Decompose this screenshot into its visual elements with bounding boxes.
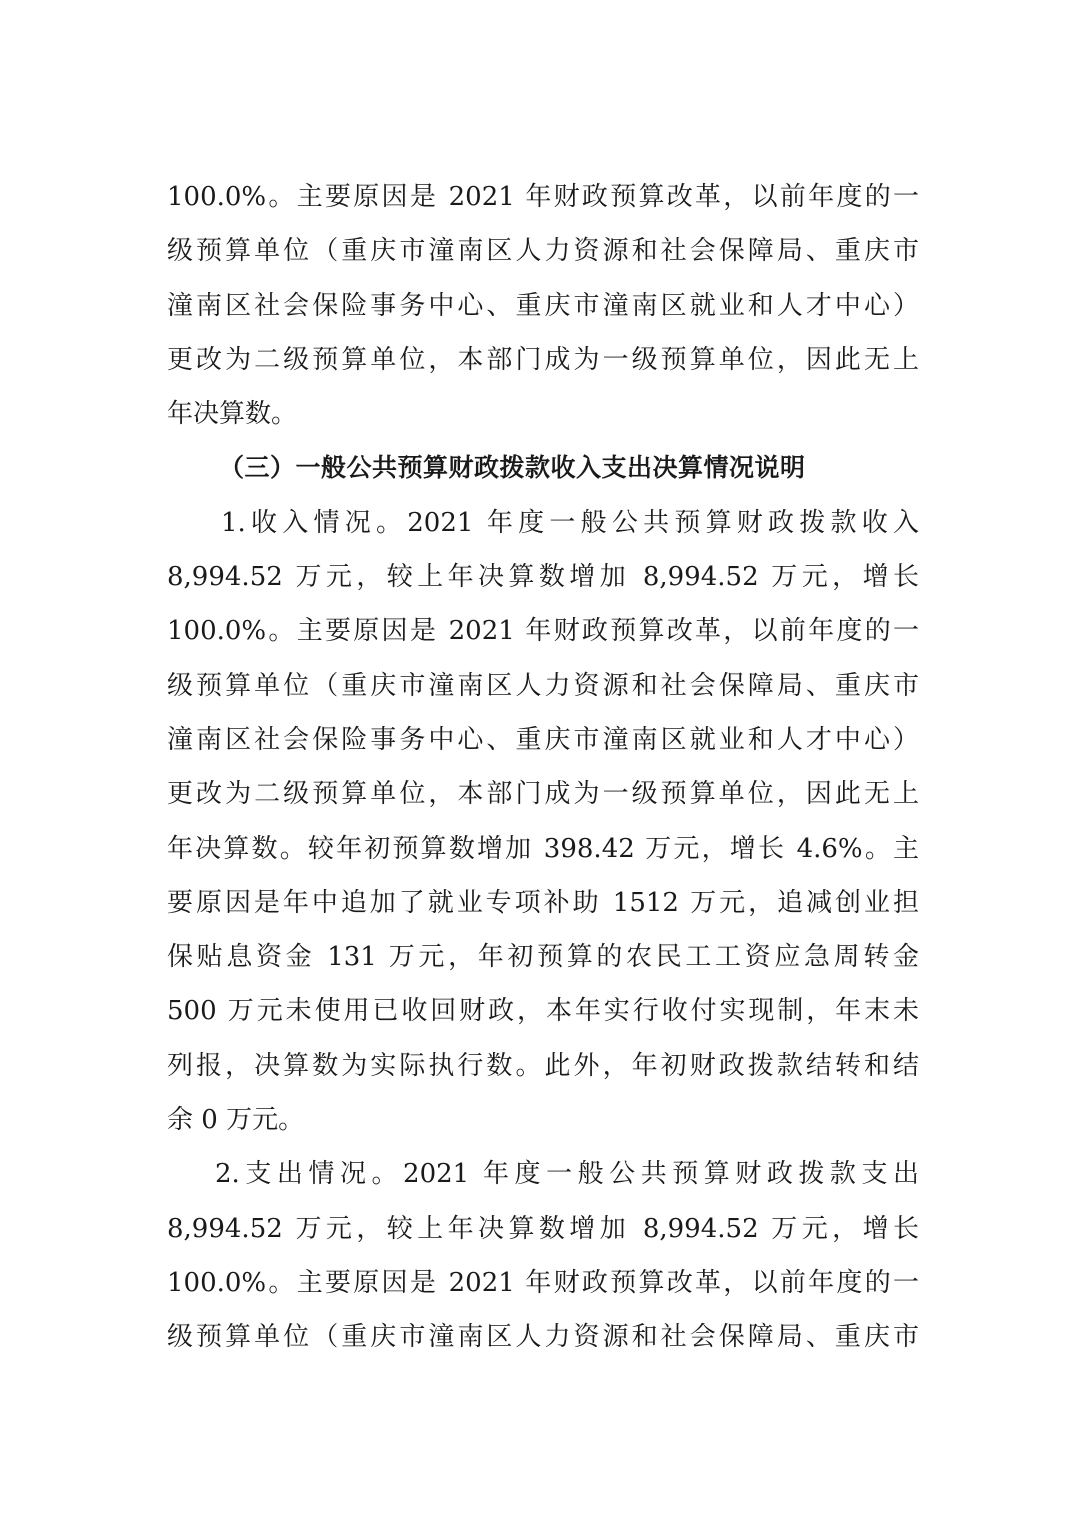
text-line: 要原因是年中追加了就业专项补助 1512 万元，追减创业担	[167, 887, 919, 918]
text-line: 保贴息资金 131 万元，年初预算的农民工工资应急周转金	[167, 942, 919, 973]
text-line: 年决算数。	[167, 399, 298, 430]
section-heading	[167, 441, 919, 495]
text-line: 100.0%。主要原因是 2021 年财政预算改革，以前年度的一	[167, 1267, 919, 1298]
text-line: 100.0%。主要原因是 2021 年财政预算改革，以前年度的一	[167, 616, 919, 647]
text-line: 列报，决算数为实际执行数。此外，年初财政拨款结转和结	[167, 1050, 919, 1081]
text-line: 更改为二级预算单位，本部门成为一级预算单位，因此无上	[167, 779, 919, 810]
text-line: 余 0 万元。	[167, 1105, 305, 1136]
document-body	[167, 170, 919, 1365]
text-line: 更改为二级预算单位，本部门成为一级预算单位，因此无上	[167, 344, 919, 375]
section-heading-text: （三）一般公共预算财政拨款收入支出决算情况说明	[219, 453, 806, 483]
text-line: 级预算单位（重庆市潼南区人力资源和社会保障局、重庆市	[167, 236, 919, 267]
text-line: 级预算单位（重庆市潼南区人力资源和社会保障局、重庆市	[167, 670, 919, 701]
paragraph-expenditure	[167, 1147, 919, 1364]
text-line: 潼南区社会保险事务中心、重庆市潼南区就业和人才中心）	[167, 290, 919, 321]
text-line: 8,994.52 万元，较上年决算数增加 8,994.52 万元，增长	[167, 562, 919, 593]
text-line: 2.支出情况。2021 年度一般公共预算财政拨款支出	[215, 1159, 919, 1190]
text-line: 8,994.52 万元，较上年决算数增加 8,994.52 万元，增长	[167, 1213, 919, 1244]
paragraph-income	[167, 496, 919, 1148]
text-line: 年决算数。较年初预算数增加 398.42 万元，增长 4.6%。主	[167, 833, 919, 864]
text-line: 潼南区社会保险事务中心、重庆市潼南区就业和人才中心）	[167, 724, 919, 755]
paragraph-continuation	[167, 170, 919, 441]
text-line: 500 万元未使用已收回财政，本年实行收付实现制，年末未	[167, 996, 919, 1027]
text-line: 100.0%。主要原因是 2021 年财政预算改革，以前年度的一	[167, 182, 919, 212]
text-line: 1.收入情况。2021 年度一般公共预算财政拨款收入	[221, 507, 919, 538]
text-line: 级预算单位（重庆市潼南区人力资源和社会保障局、重庆市	[167, 1322, 919, 1353]
